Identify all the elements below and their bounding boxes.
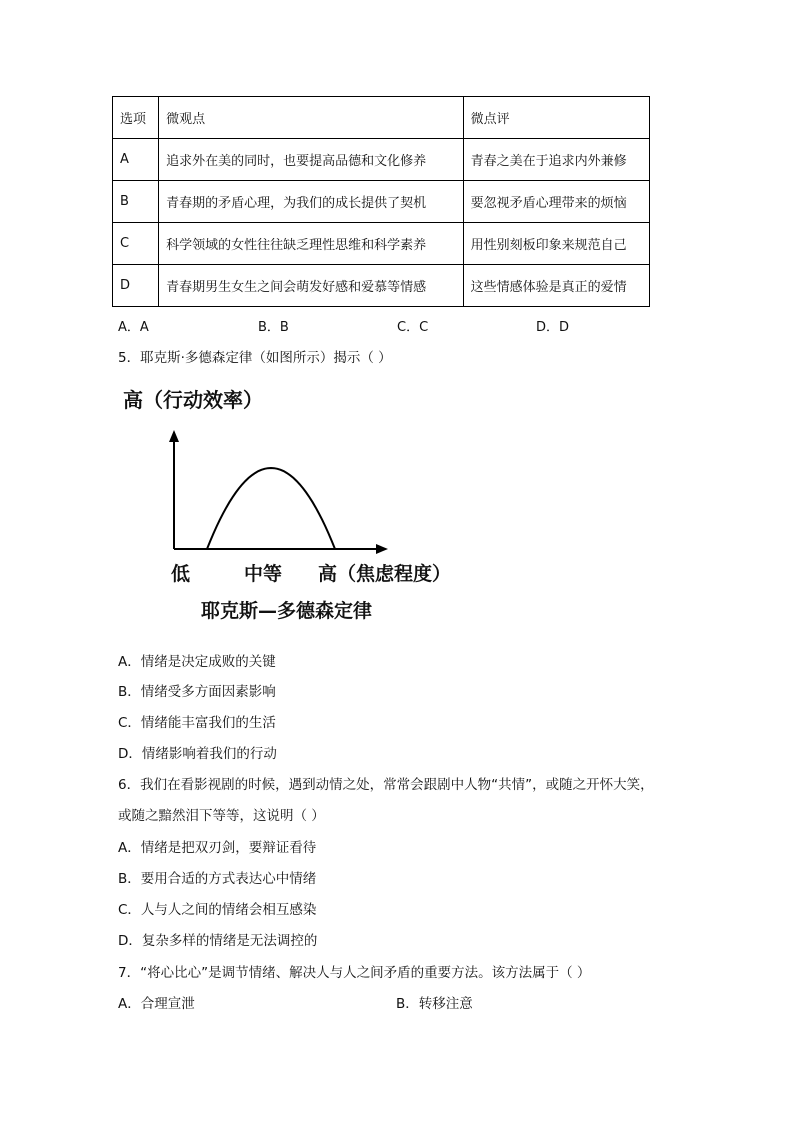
table-cell: 科学领域的女性往往缺乏理性思维和科学素养 [159,223,464,265]
q7-stem: 7．“将心比心”是调节情绪、解决人与人之间矛盾的重要方法。该方法属于（ ） [118,965,591,981]
chart-title: 耶克斯—多德森定律 [201,600,373,622]
x-axis-arrow [376,544,388,554]
q5-option-b: B．情绪受多方面因素影响 [118,684,276,700]
table-cell: 这些情感体验是真正的爱情 [463,265,649,307]
q4-option-a: A．A [118,320,149,335]
table-header-cell: 微点评 [463,97,649,139]
table-cell: 用性别刻板印象来规范自己 [463,223,649,265]
y-axis-label: 高（行动效率） [123,388,263,412]
table-header-row [113,97,650,139]
table-cell: 要忽视矛盾心理带来的烦恼 [463,181,649,223]
x-tick-label-high: 高（焦虑程度） [318,563,452,585]
table-row [113,265,650,307]
q5-option-c: C．情绪能丰富我们的生活 [118,715,276,731]
q7-option-a: A．合理宣泄 [118,996,195,1012]
q6-option-a: A．情绪是把双刃剑，要辩证看待 [118,840,317,856]
x-tick-label-low: 低 [171,563,191,585]
table-row [113,139,650,181]
q6-stem-line-1: 6．我们在看影视剧的时候，遇到动情之处，常常会跟剧中人物“共情”，或随之开怀大笑， [118,777,654,793]
q6-option-d: D．复杂多样的情绪是无法调控的 [118,933,318,949]
q6-option-b: B．要用合适的方式表达心中情绪 [118,871,317,887]
q5-option-a: A．情绪是决定成败的关键 [118,654,276,670]
table-header-cell: 微观点 [159,97,464,139]
table-cell: 青春期男生女生之间会萌发好感和爱慕等情感 [159,265,464,307]
question-4-table [112,96,650,307]
y-axis-arrow [169,430,179,442]
table-cell: 青春之美在于追求内外兼修 [463,139,649,181]
yerkes-dodson-chart [115,378,475,628]
table-cell: 追求外在美的同时，也要提高品德和文化修养 [159,139,464,181]
q6-stem-line-2: 或随之黯然泪下等等，这说明（ ） [118,808,325,824]
q4-option-b: B．B [258,320,289,335]
q7-option-b: B．转移注意 [396,996,473,1012]
table-cell: A [113,139,159,181]
table-cell: 青春期的矛盾心理，为我们的成长提供了契机 [159,181,464,223]
table-cell: B [113,181,159,223]
q5-stem: 5．耶克斯·多德森定律（如图所示）揭示（ ） [118,350,392,366]
x-tick-label-medium: 中等 [244,563,283,585]
table-row [113,181,650,223]
table-row [113,223,650,265]
q5-option-d: D．情绪影响着我们的行动 [118,746,277,762]
q4-option-c: C．C [397,320,429,335]
table-header-cell: 选项 [113,97,159,139]
efficiency-curve [207,468,335,549]
q4-option-d: D．D [536,320,570,335]
table-cell: D [113,265,159,307]
q6-option-c: C．人与人之间的情绪会相互感染 [118,902,317,918]
table-cell: C [113,223,159,265]
